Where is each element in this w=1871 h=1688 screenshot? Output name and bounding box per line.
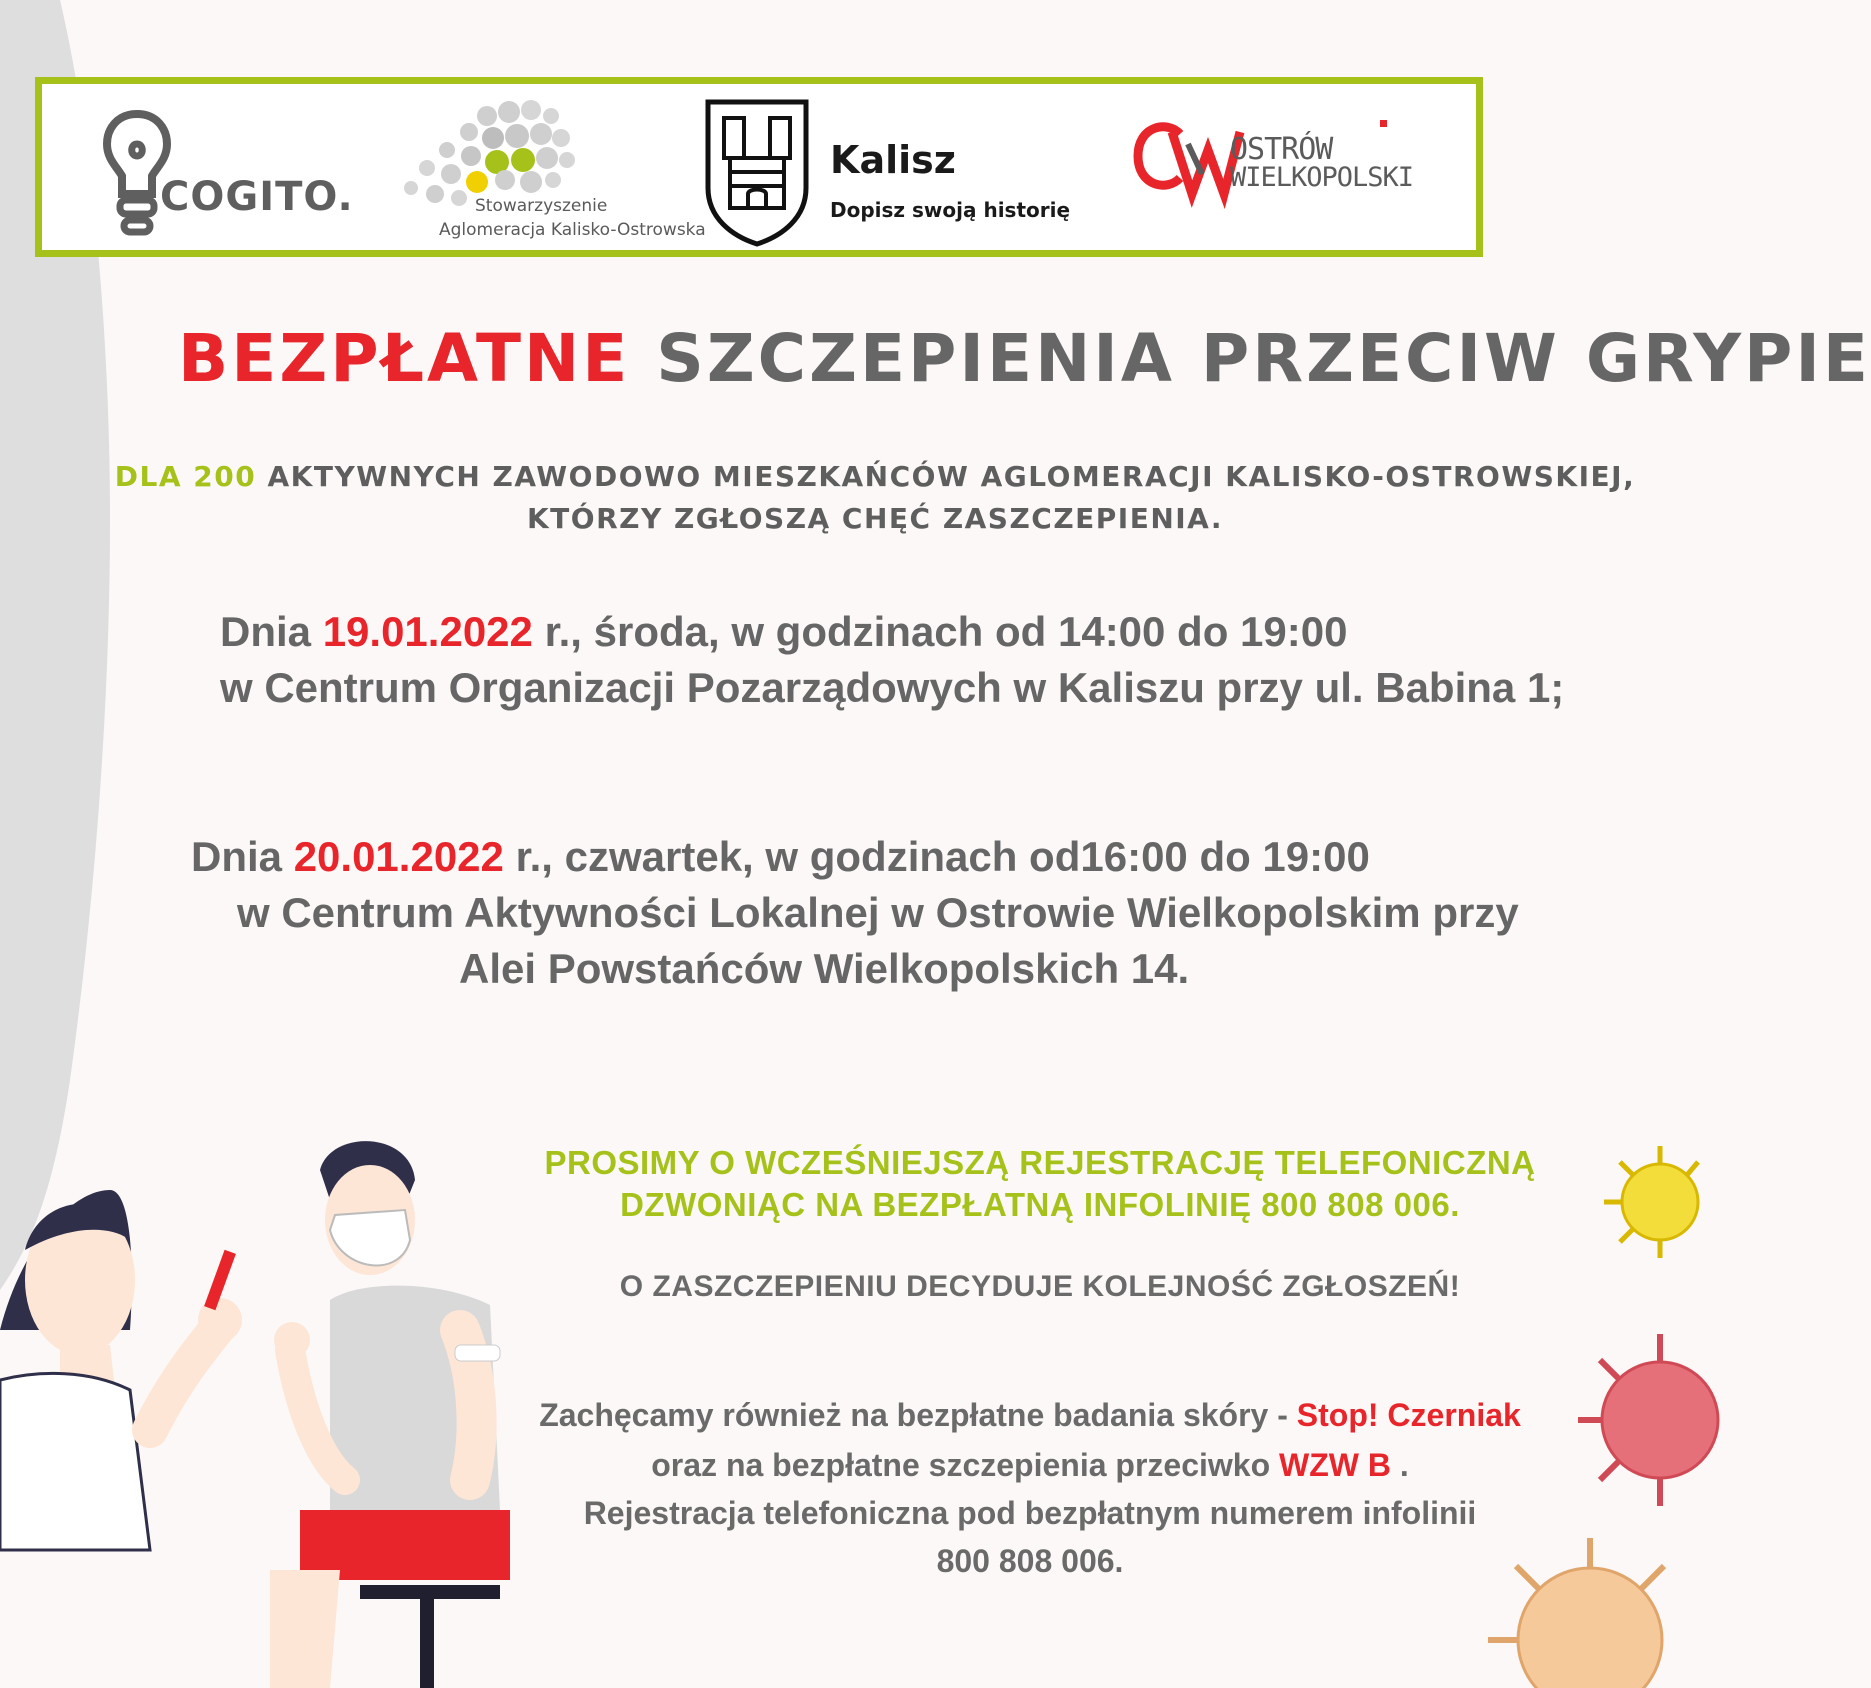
event1-time: r., środa, w godzinach od 14:00 do 19:00	[544, 608, 1348, 655]
logo-strip	[35, 77, 1483, 257]
subtitle-line1	[110, 460, 1640, 493]
registration-line2: DZWONIĄC NA BEZPŁATNĄ INFOLINIĘ 800 808 006.	[620, 1186, 1460, 1223]
ostrow-text-line2: WIELKOPOLSKI	[1230, 162, 1414, 193]
ostrow-emblem-icon	[1132, 114, 1242, 214]
cogito-logo	[102, 104, 362, 244]
order-note: O ZASZCZEPIENIU DECYDUJE KOLEJNOŚĆ ZGŁOSZEŃ!	[619, 1270, 1461, 1303]
cogito-logo-text: COGITO.	[160, 174, 354, 220]
patient-figure	[270, 1141, 510, 1688]
vaccination-illustration	[0, 1130, 540, 1688]
kalisz-crest-icon	[702, 98, 812, 248]
event1-place: w Centrum Organizacji Pozarządowych w Kaliszu przy ul. Babina 1;	[220, 664, 1565, 711]
registration-line1: PROSIMY O WCZEŚNIEJSZĄ REJESTRACJĘ TELEFONICZNĄ	[544, 1144, 1536, 1181]
subtitle-line1-rest: AKTYWNYCH ZAWODOWO MIESZKAŃCÓW AGLOMERACJI KALISKO-OSTROWSKIEJ,	[267, 460, 1636, 493]
extra-line2	[490, 1447, 1570, 1484]
event1-prefix: Dnia	[220, 608, 312, 655]
subtitle-line2: KTÓRZY ZGŁOSZĄ CHĘĆ ZASZCZEPIENIA.	[526, 502, 1223, 535]
kalisz-tagline: Dopisz swoją historię	[830, 198, 1071, 222]
ostrow-dot-icon	[1380, 120, 1390, 130]
stowarzyszenie-text: Stowarzyszenie	[475, 196, 608, 216]
kalisz-name: Kalisz	[830, 138, 956, 182]
subtitle-green: DLA 200	[114, 460, 257, 493]
event2-place-line2: Alei Powstańców Wielkopolskich 14.	[459, 945, 1190, 992]
event2-prefix: Dnia	[191, 833, 283, 880]
extra-line3: Rejestracja telefoniczna pod bezpłatnym numerem infolinii	[583, 1495, 1477, 1531]
stowarzyszenie-logo	[397, 98, 717, 248]
extra-line4: 800 808 006.	[936, 1543, 1124, 1579]
yellow-virus-icon	[1600, 1140, 1688, 1270]
extra-line1-text: Zachęcamy również na bezpłatne badania skóry -	[539, 1397, 1288, 1433]
bubbles-icon	[397, 98, 597, 208]
title-highlight: BEZPŁATNE	[178, 320, 631, 397]
event1-date-line	[220, 608, 1347, 656]
event2-time: r., czwartek, w godzinach od16:00 do 19:00	[515, 833, 1370, 880]
red-virus-icon	[1570, 1320, 1688, 1520]
title-rest: SZCZEPIENIA PRZECIW GRYPIE	[656, 320, 1871, 397]
orange-virus-icon	[1480, 1530, 1688, 1688]
page-title	[178, 320, 1871, 397]
ostrow-logo	[1132, 114, 1432, 224]
nurse-figure	[0, 1190, 242, 1550]
event2-date: 20.01.2022	[293, 833, 504, 880]
aglomeracja-text: Aglomeracja Kalisko-Ostrowska	[439, 220, 706, 240]
stop-czerniak: Stop! Czerniak	[1296, 1397, 1521, 1433]
wzw-b: WZW B	[1279, 1447, 1391, 1483]
ostrow-text-line1: OSTRÓW	[1230, 132, 1333, 167]
extra-line1	[490, 1397, 1570, 1434]
event2-date-line	[191, 833, 1370, 881]
event1-date: 19.01.2022	[322, 608, 533, 655]
kalisz-logo	[702, 98, 1102, 248]
extra-line2-end: .	[1399, 1447, 1409, 1483]
event2-place-line1: w Centrum Aktywności Lokalnej w Ostrowie Wielkopolskim przy	[237, 889, 1519, 936]
extra-line2-text: oraz na bezpłatne szczepienia przeciwko	[651, 1447, 1271, 1483]
